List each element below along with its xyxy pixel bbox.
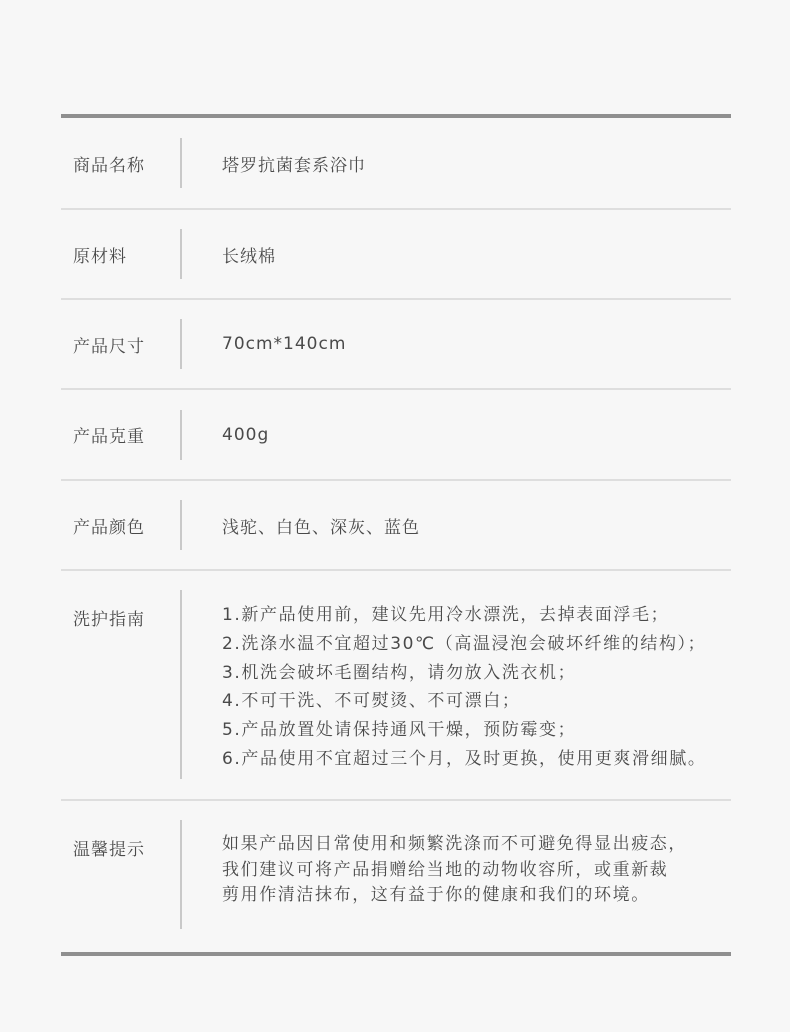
care-line: 6.产品使用不宜超过三个月，及时更换，使用更爽滑细腻。: [222, 748, 707, 769]
spec-label-weight: 产品克重: [73, 427, 145, 447]
tips-line: 剪用作清洁抹布，这有益于你的健康和我们的环境。: [222, 885, 650, 906]
spec-value-size: 70cm*140cm: [222, 334, 347, 354]
spec-row-name: [61, 118, 731, 210]
tips-line: 如果产品因日常使用和频繁洗涤而不可避免得显出疲态，: [222, 834, 687, 854]
spec-row-size: [61, 300, 731, 390]
care-line: 4.不可干洗、不可熨烫、不可漂白；: [222, 691, 521, 712]
spec-label-material: 原材料: [73, 246, 127, 267]
spec-value-weight: 400g: [222, 424, 270, 445]
care-line: 1.新产品使用前，建议先用冷水漂洗，去掉表面浮毛；: [222, 605, 670, 625]
tips-line: 我们建议可将产品捐赠给当地的动物收容所，或重新裁: [222, 859, 669, 880]
care-line: 3.机洗会破坏毛圈结构，请勿放入洗衣机；: [222, 662, 577, 683]
spec-label-color: 产品颜色: [73, 517, 145, 538]
spec-row-care: [61, 571, 731, 801]
spec-label-care: 洗护指南: [73, 610, 145, 630]
spec-label-name: 商品名称: [73, 155, 145, 176]
spec-label-size: 产品尺寸: [73, 336, 145, 357]
spec-row-material: [61, 210, 731, 300]
spec-row-tips: [61, 801, 731, 952]
care-line: 5.产品放置处请保持通风干燥，预防霉变；: [222, 720, 577, 741]
spec-label-tips: 温馨提示: [73, 840, 145, 860]
spec-row-weight: [61, 390, 731, 481]
spec-value-color: 浅驼、白色、深灰、蓝色: [222, 517, 420, 538]
care-instructions: [182, 601, 706, 774]
warm-tips-text: [182, 832, 687, 909]
care-line: 2.洗涤水温不宜超过30℃（高温浸泡会破坏纤维的结构）；: [222, 633, 707, 654]
spec-row-color: [61, 481, 731, 571]
spec-value-name: 塔罗抗菌套系浴巾: [222, 155, 366, 176]
product-spec-table: [61, 114, 731, 956]
spec-value-material: 长绒棉: [222, 246, 276, 267]
